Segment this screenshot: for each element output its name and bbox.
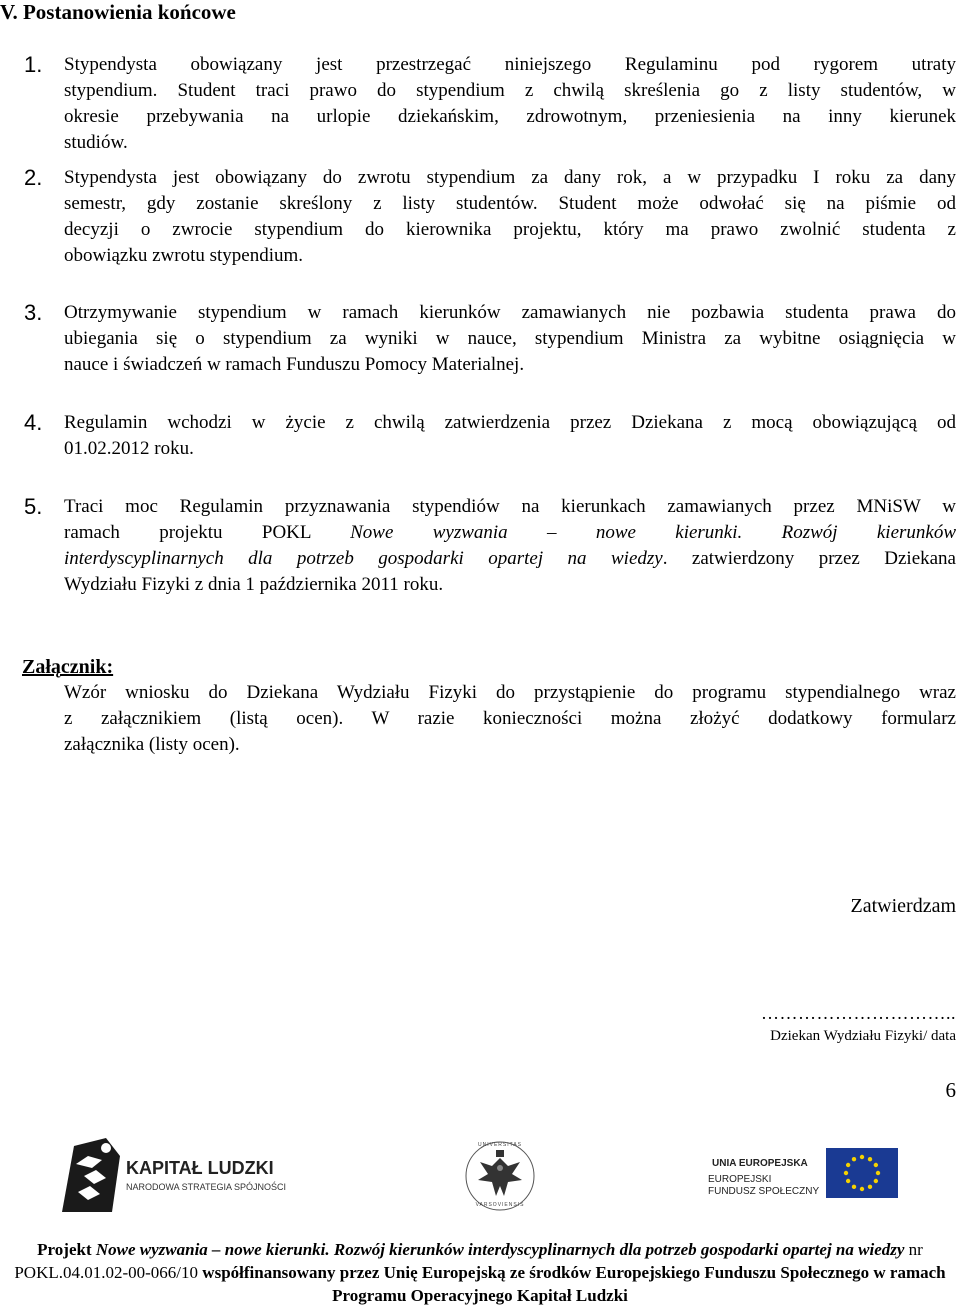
item-line: Stypendysta jest obowiązany do zwrotu stypendium za dany rok, a w przypadku I roku za dany <box>64 167 956 188</box>
eu-star-icon <box>852 1157 856 1161</box>
eu-star-icon <box>846 1163 850 1167</box>
annex-line: z załącznikiem (listą ocen). W razie konieczności można złożyć dodatkowy formularz <box>64 708 956 729</box>
item-line: studiów. <box>64 132 128 153</box>
university-top-text: UNIVERSITAS <box>478 1142 522 1148</box>
page-number: 6 <box>945 1078 956 1102</box>
signature-line: ………………………….. <box>761 1003 956 1023</box>
kapital-subtitle: NARODOWA STRATEGIA SPÓJNOŚCI <box>126 1182 287 1192</box>
list-item-3 <box>24 300 956 378</box>
eu-star-icon <box>868 1157 872 1161</box>
item-line: okresie przebywania na urlopie dziekańskim, zdrowotnym, przeniesienia na inny kierunek <box>64 106 956 127</box>
item-line: nauce i świadczeń w ramach Funduszu Pomocy Materialnej. <box>64 354 525 375</box>
item-line: stypendium. Student traci prawo do stypendium z chwilą skreślenia go z listy studentów, w <box>64 80 956 101</box>
eu-star-icon <box>874 1179 878 1183</box>
item-line <box>64 520 956 546</box>
item-number: 2. <box>24 165 43 190</box>
eu-star-icon <box>860 1187 864 1191</box>
section-heading: V. Postanowienia końcowe <box>0 0 236 24</box>
signature-role: Dziekan Wydziału Fizyki/ data <box>770 1028 956 1044</box>
annex-text <box>64 680 956 758</box>
eu-line-1: UNIA EUROPEJSKA <box>712 1158 808 1169</box>
eu-flag-icon <box>826 1148 898 1198</box>
project-title-italic: interdyscyplinarnych dla potrzeb gospodarki opartej na wiedzy <box>64 548 663 569</box>
item-line: semestr, gdy zostanie skreślony z listy studentów. Student może odwołać się na piśmie od <box>64 193 956 214</box>
item-line: Stypendysta obowiązany jest przestrzegać niniejszego Regulaminu pod rygorem utraty <box>64 54 956 75</box>
list-item-1 <box>24 52 956 156</box>
eu-line-3: FUNDUSZ SPOŁECZNY <box>708 1186 820 1197</box>
eu-star-icon <box>844 1171 848 1175</box>
eu-star-icon <box>874 1163 878 1167</box>
list-item-5 <box>24 494 956 598</box>
item-number: 4. <box>24 410 43 435</box>
eu-star-icon <box>846 1179 850 1183</box>
eu-star-icon <box>868 1185 872 1189</box>
annex-line: załącznika (listy ocen). <box>64 734 240 755</box>
item-line: decyzji o zwrocie stypendium do kierownika projektu, który ma prawo zwolnić studenta z <box>64 219 956 240</box>
footer-project-title: Nowe wyzwania – nowe kierunki. Rozwój kierunków interdyscyplinarnych dla potrzeb gospodarki opartej na wiedzy <box>95 1240 905 1259</box>
footer <box>0 1238 960 1307</box>
footer-text: Projekt <box>37 1240 96 1259</box>
eu-star-icon <box>860 1155 864 1159</box>
item-line: Regulamin wchodzi w życie z chwilą zatwierdzenia przez Dziekana z mocą obowiązującą od <box>64 412 956 433</box>
eu-star-icon <box>876 1171 880 1175</box>
item-line: obowiązku zwrotu stypendium. <box>64 245 304 266</box>
annex-line: Wzór wniosku do Dziekana Wydziału Fizyki do przystąpienie do programu stypendialnego wraz <box>64 682 956 703</box>
kapital-ludzki-emblem-icon <box>62 1134 122 1212</box>
item-line: 01.02.2012 roku. <box>64 438 194 459</box>
item-line: Traci moc Regulamin przyznawania stypendiów na kierunkach zamawianych przez MNiSW w <box>64 496 956 517</box>
list-item-4 <box>24 410 956 462</box>
kapital-ludzki-logo <box>62 1134 302 1214</box>
item-line: Wydziału Fizyki z dnia 1 października 2011 roku. <box>64 574 444 595</box>
university-bottom-text: VARSOVIENSIS <box>475 1202 525 1208</box>
eu-line-2: EUROPEJSKI <box>708 1174 772 1185</box>
university-logo <box>462 1136 538 1220</box>
item-number: 1. <box>24 52 43 77</box>
item-line <box>64 546 956 572</box>
item-text: ramach projektu POKL <box>64 522 311 543</box>
footer-project-number: nr POKL.04.01.02-00-066/10 <box>14 1240 923 1282</box>
eu-star-icon <box>852 1185 856 1189</box>
project-title-italic: Nowe wyzwania – nowe kierunki. Rozwój kierunków <box>350 522 957 543</box>
eu-logo <box>706 1144 892 1206</box>
item-text: . zatwierdzony przez Dziekana <box>662 548 956 569</box>
list-item-2 <box>24 165 956 269</box>
item-line: ubiegania się o stypendium za wyniki w nauce, stypendium Ministra za wybitne osiągnięcia w <box>64 328 956 349</box>
annex-title: Załącznik: <box>22 656 114 678</box>
item-number: 3. <box>24 300 43 325</box>
kapital-title: KAPITAŁ LUDZKI <box>126 1158 274 1178</box>
item-number: 5. <box>24 494 43 519</box>
approve-label: Zatwierdzam <box>850 895 956 917</box>
footer-funding: współfinansowany przez Unię Europejską ze środków Europejskiego Funduszu Społecznego w ramach Programu Operacyjnego Kapitał Ludzki <box>202 1263 946 1305</box>
item-line: Otrzymywanie stypendium w ramach kierunków zamawianych nie pozbawia studenta prawa do <box>64 302 956 323</box>
